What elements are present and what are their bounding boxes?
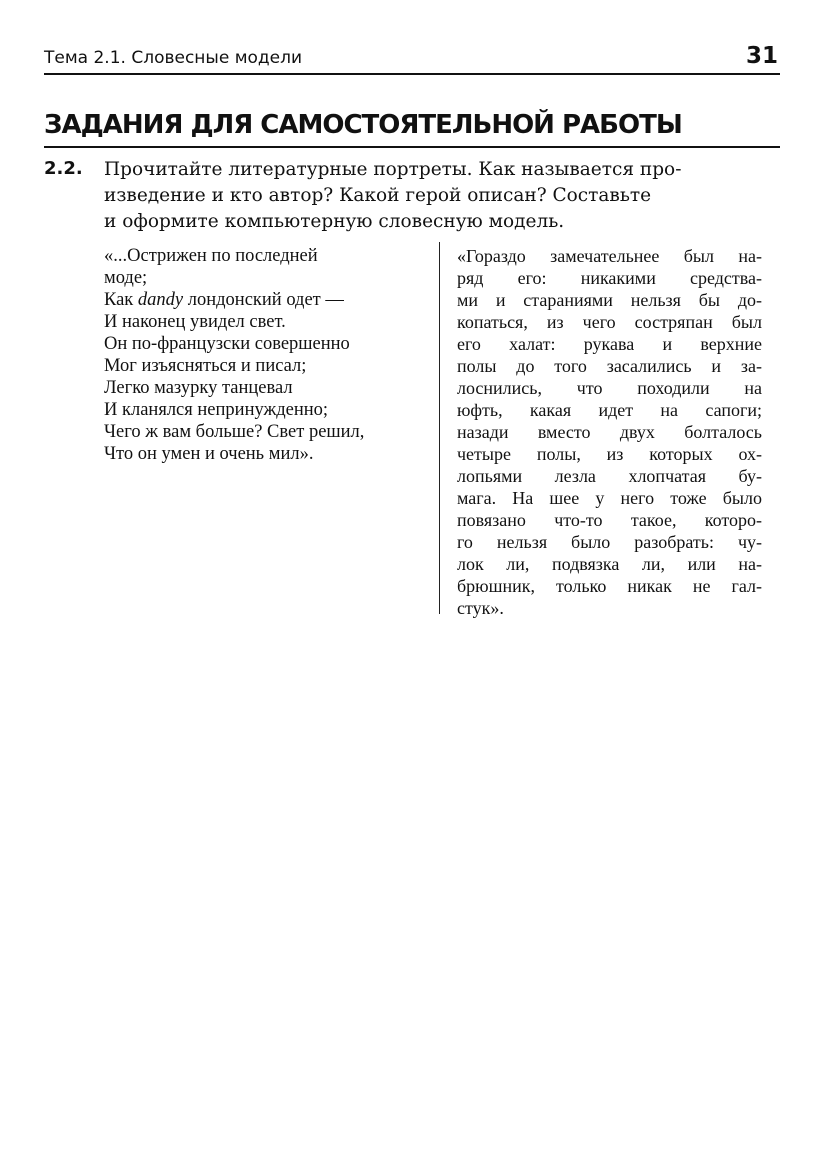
verse-line: Мог изъясняться и писал;: [104, 356, 307, 376]
prose-line: юфть, какая идет на сапоги;: [457, 400, 762, 420]
portrait-right: [457, 245, 762, 619]
italic-word: dandy: [137, 290, 184, 310]
page-number: 31: [745, 43, 778, 69]
task-number: 2.2.: [44, 158, 83, 179]
verse-line: Что он умен и очень мил».: [104, 444, 314, 464]
prose-line: ряд его: никакими средства-: [457, 268, 762, 288]
section-heading-text: ЗАДАНИЯ ДЛЯ САМОСТОЯТЕЛЬНОЙ РАБОТЫ: [44, 110, 682, 140]
prose-line: лоснились, что походили на: [457, 378, 762, 398]
prose-line: его халат: рукава и верхние: [457, 334, 762, 354]
portrait-left: [104, 245, 424, 465]
running-title: Тема 2.1. Словесные модели: [44, 48, 303, 68]
prose-line: назади вместо двух болталось: [457, 422, 762, 442]
column-divider: [439, 242, 440, 614]
prose-line: лопьями лезла хлопчатая бу-: [457, 466, 762, 486]
verse-line: «...Острижен по последней: [104, 246, 318, 266]
running-header: [44, 43, 780, 75]
task-line: и оформите компьютерную словесную модель.: [104, 211, 565, 232]
prose-line: го нельзя было разобрать: чу-: [457, 532, 762, 552]
verse-line: моде;: [104, 268, 148, 288]
task-text: [104, 157, 778, 235]
verse-line: И кланялся непринужденно;: [104, 400, 329, 420]
task-line: изведение и кто автор? Какой герой описан? Составьте: [104, 185, 652, 206]
prose-line: лок ли, подвязка ли, или на-: [457, 554, 762, 574]
prose-line: ми и стараниями нельзя бы до-: [457, 290, 762, 310]
verse-line: Он по-французски совершенно: [104, 334, 350, 354]
prose-line: брюшник, только никак не гал-: [457, 576, 762, 596]
prose-line: копаться, из чего состряпан был: [457, 312, 762, 332]
verse-line: И наконец увидел свет.: [104, 312, 286, 332]
prose-line: полы до того засалились и за-: [457, 356, 762, 376]
verse-line: Чего ж вам больше? Свет решил,: [104, 422, 365, 442]
task-line: Прочитайте литературные портреты. Как называется про-: [104, 159, 682, 180]
prose-line: четыре полы, из которых ох-: [457, 444, 762, 464]
prose-line: повязано что-то такое, которо-: [457, 510, 762, 530]
prose-line: стук».: [457, 598, 504, 618]
verse-line: Как dandy лондонский одет —: [104, 290, 344, 310]
prose-line: мага. На шее у него тоже было: [457, 488, 762, 508]
verse-line: Легко мазурку танцевал: [104, 378, 293, 398]
prose-line: «Гораздо замечательнее был на-: [457, 246, 762, 266]
section-heading: [44, 108, 780, 148]
